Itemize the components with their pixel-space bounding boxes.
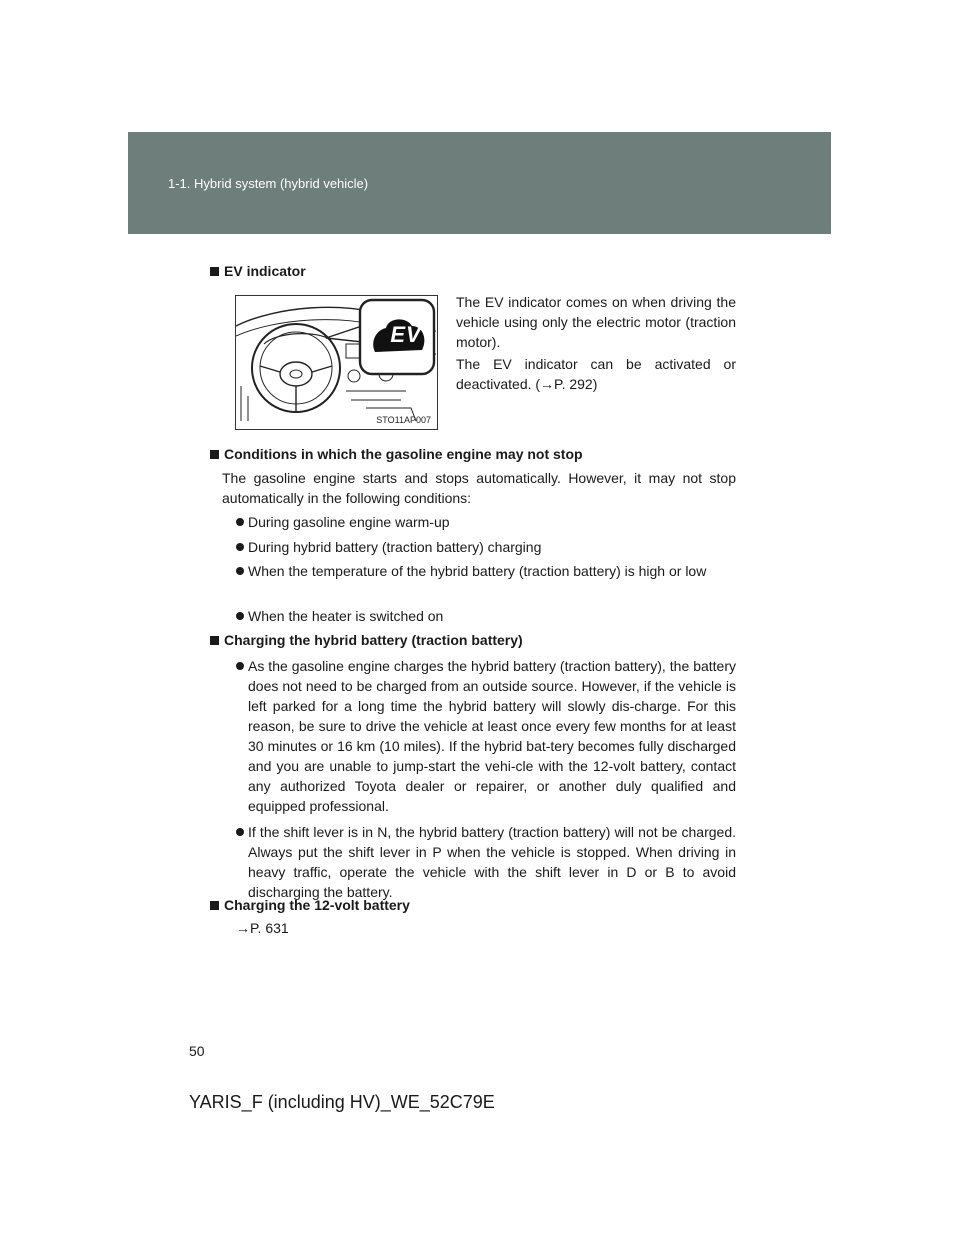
round-bullet-icon [236,518,244,526]
square-bullet-icon [210,901,219,910]
round-bullet-icon [236,567,244,575]
list-item: During hybrid battery (traction battery) charging [236,537,736,557]
conditions-intro: The gasoline engine starts and stops automatically. However, it may not stop automatically in the following conditions: [222,470,736,506]
header-band [128,132,831,234]
list-item: When the heater is switched on [236,606,736,626]
ev-indicator-text-2: The EV indicator can be activated or deactivated. (→P. 292) [456,356,736,392]
charging-hybrid-heading: Charging the hybrid battery (traction battery) [210,631,523,649]
square-bullet-icon [210,636,219,645]
figure-code: STO11AP007 [376,415,431,425]
list-item: As the gasoline engine charges the hybrid battery (traction battery), the battery does not need to be charged from an outside source. However, if the vehicle is left parked for a long time the hybrid battery will slowly dis-charge. For this reason, be sure to drive the vehicle at least once every few months for at least 30 minutes or 16 km (10 miles). If the hybrid bat-tery becomes fully discharged and you are unable to jump-start the vehi-cle with the 12-volt battery, contact any authorized Toyota dealer or repairer, or another duly qualified and equipped professional. [236,656,736,816]
charging-12v-heading: Charging the 12-volt battery [210,896,410,914]
page-reference-link[interactable]: →P. 631 [236,920,289,936]
conditions-heading: Conditions in which the gasoline engine may not stop [210,445,583,463]
round-bullet-icon [236,662,244,670]
square-bullet-icon [210,450,219,459]
page-number: 50 [189,1043,205,1059]
ev-indicator-illustration [235,295,438,430]
round-bullet-icon [236,543,244,551]
ev-indicator-heading: EV indicator [210,262,306,280]
list-item: If the shift lever is in N, the hybrid battery (traction battery) will not be charged. Always put the shift lever in P when the vehicle is stopped. When driving in heavy traffic, operate the vehicle with the shift lever in D or B to avoid discharging the battery. [236,822,736,902]
section-title: 1-1. Hybrid system (hybrid vehicle) [168,176,369,191]
ev-indicator-text-1: The EV indicator comes on when driving the vehicle using only the electric motor (traction motor). [456,294,736,350]
round-bullet-icon [236,612,244,620]
document-id: YARIS_F (including HV)_WE_52C79E [189,1092,495,1112]
round-bullet-icon [236,828,244,836]
list-item: When the temperature of the hybrid battery (traction battery) is high or low [236,561,736,581]
ev-label: EV [390,322,422,347]
list-item: During gasoline engine warm-up [236,512,736,532]
square-bullet-icon [210,267,219,276]
dashboard-illustration [236,296,437,429]
